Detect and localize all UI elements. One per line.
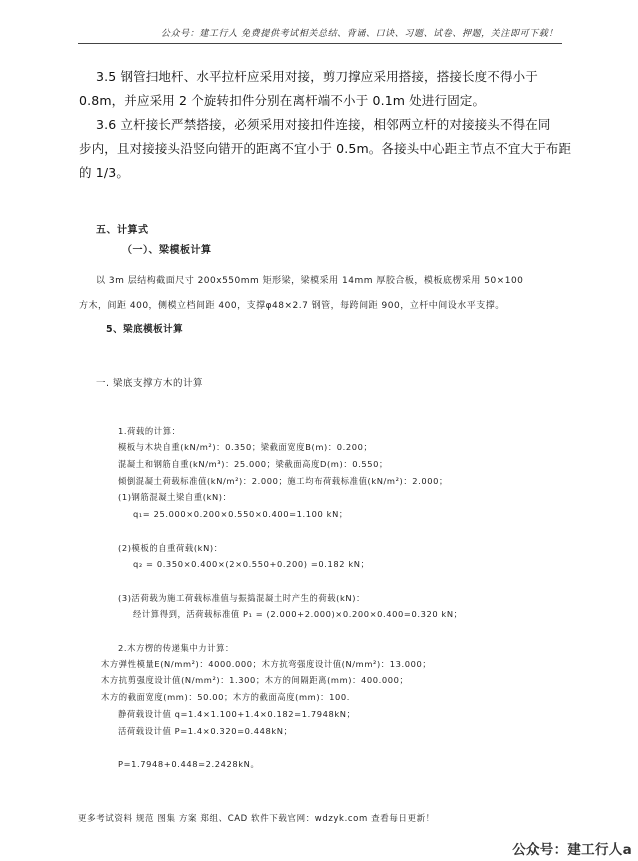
live-load-design: 活荷载设计值 P=1.4×0.320=0.448kN； [118, 726, 293, 736]
live-load-formula: 经计算得到，活荷载标准值 P₁ = (2.000+2.000)×0.200×0.400=0.320 kN； [133, 609, 463, 619]
total-load-result: P=1.7948+0.448=2.2428kN。 [118, 759, 260, 769]
intro-line-1: 以 3m 层结构截面尺寸 200x550mm 矩形梁，梁模采用 14mm 厚胶合板，模板底楞采用 50×100 [96, 276, 524, 286]
timber-line-3: 木方的截面宽度(mm)：50.00；木方的截面高度(mm)：100. [101, 692, 350, 702]
live-load-title: (3)活荷载为施工荷载标准值与振捣混凝土时产生的荷载(kN)： [118, 593, 365, 603]
formwork-weight-formula: q₂ = 0.350×0.400×(2×0.550+0.200) =0.182 kN； [133, 559, 370, 569]
timber-line-1: 木方弹性模量E(N/mm²)：4000.000；木方抗弯强度设计值(N/mm²)：13.000； [101, 659, 432, 669]
beam-weight-formula: q₁= 25.000×0.200×0.550×0.400=1.100 kN； [133, 509, 348, 519]
page-footer: 更多考试资料 规范 图集 方案 郑组、CAD 软件下载官网：wdzyk.com 查看每日更新！ [78, 814, 435, 824]
formwork-weight-title: (2)模板的自重荷载(kN)： [118, 543, 223, 553]
timber-force-title: 2.木方楞的传递集中力计算： [118, 643, 234, 653]
item-5-title: 5、梁底模板计算 [106, 324, 184, 335]
clause-3-6-line-3: 的 1/3。 [79, 165, 129, 180]
clause-3-5-line-2: 0.8m，并应采用 2 个旋转扣件分别在离杆端不小于 0.1m 处进行固定。 [79, 93, 486, 108]
beam-weight-title: (1)钢筋混凝土梁自重(kN)： [118, 492, 232, 502]
calc-heading: 一. 梁底支撑方木的计算 [96, 378, 204, 389]
clause-3-6-line-1: 3.6 立杆接长严禁搭接，必须采用对接扣件连接，相邻两立杆的对接接头不得在同 [96, 117, 551, 132]
watermark: 公众号：建工行人a [512, 842, 632, 858]
section-title: 五、计算式 [96, 225, 149, 236]
static-load-design: 静荷载设计值 q=1.4×1.100+1.4×0.182=1.7948kN； [118, 709, 356, 719]
load-line-1: 模板与木块自重(kN/m²)：0.350；梁截面宽度B(m)：0.200； [118, 442, 373, 452]
intro-line-2: 方木，间距 400，侧模立档间距 400，支撑φ48×2.7 钢管，每跨间距 900，立杆中间设水平支撑。 [79, 301, 505, 311]
timber-line-2: 木方抗剪强度设计值(N/mm²)：1.300；木方的间隔距离(mm)：400.000； [101, 675, 409, 685]
clause-3-6-line-2: 步内，且对接接头沿竖向错开的距离不宜小于 0.5m。各接头中心距主节点不宜大于布距 [79, 141, 572, 156]
page-header: 公众号：建工行人 免费提供考试相关总结、背诵、口诀、习题、试卷、押题，关注即可下载！ [160, 29, 558, 39]
load-line-3: 倾倒混凝土荷载标准值(kN/m²)：2.000；施工均布荷载标准值(kN/m²)：2.000； [118, 476, 448, 486]
clause-3-5-line-1: 3.5 钢管扫地杆、水平拉杆应采用对接，剪刀撑应采用搭接，搭接长度不得小于 [96, 69, 538, 84]
header-divider [78, 43, 562, 44]
load-calc-title: 1.荷载的计算： [118, 426, 181, 436]
section-subtitle: （一）、梁模板计算 [122, 245, 212, 256]
load-line-2: 混凝土和钢筋自重(kN/m³)：25.000；梁截面高度D(m)：0.550； [118, 459, 388, 469]
